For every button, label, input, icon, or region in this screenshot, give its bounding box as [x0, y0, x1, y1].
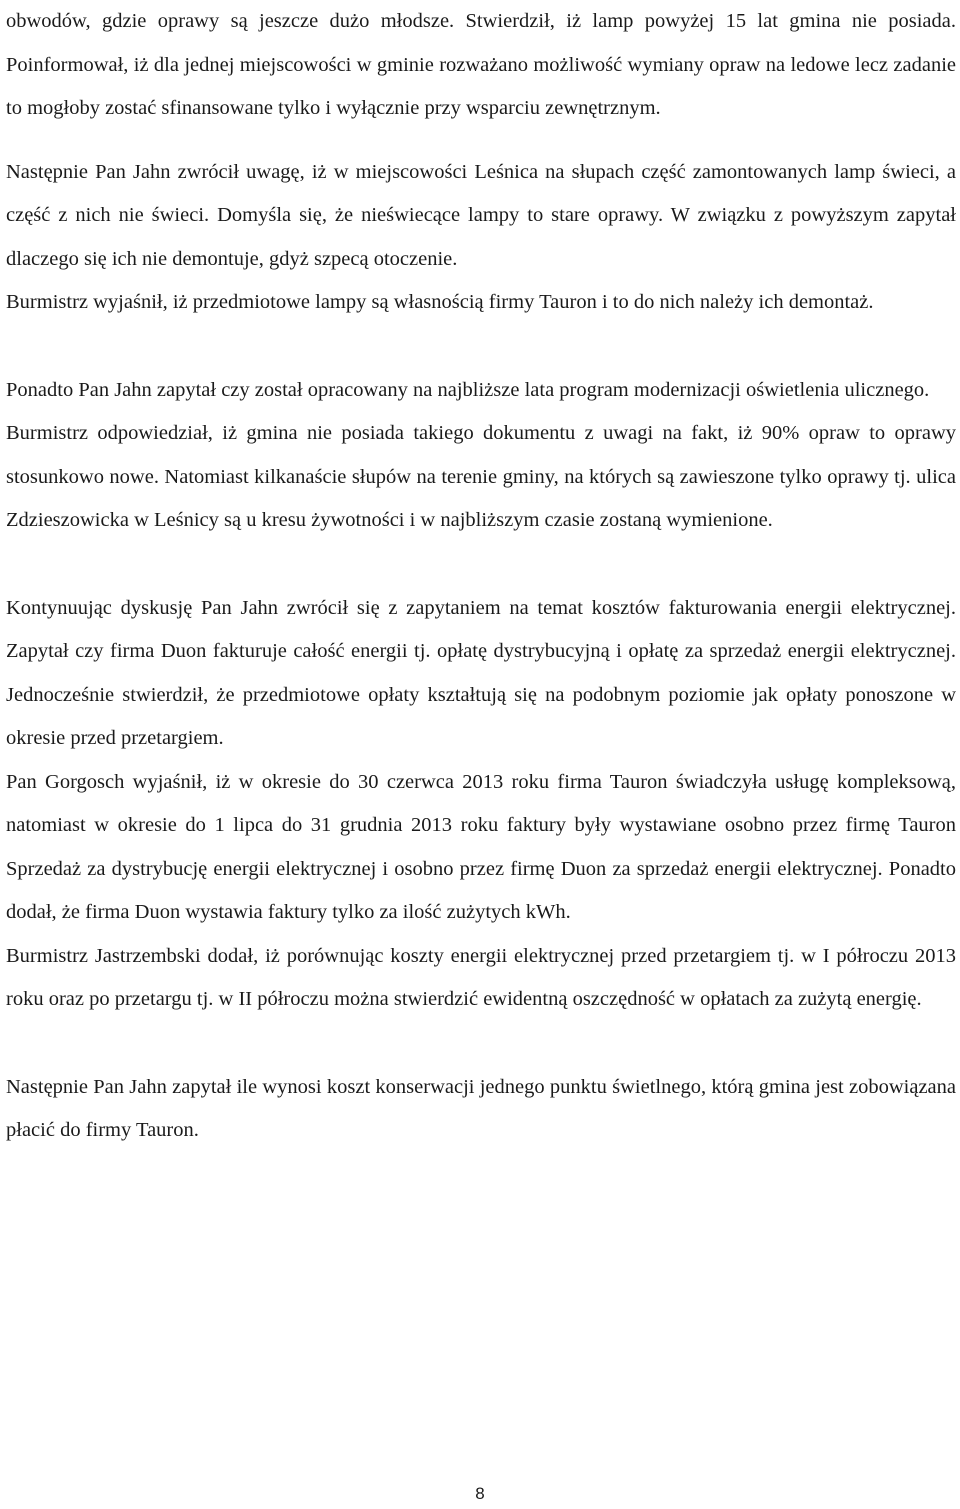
- paragraph-jahn-maintenance-cost: Następnie Pan Jahn zapytał ile wynosi koszt konserwacji jednego punktu świetlnego, którą gmina jest zobowiązana płacić do firmy Tauron.: [6, 1075, 956, 1141]
- paragraph-mayor-modernization-answer: Burmistrz odpowiedział, iż gmina nie posiada takiego dokumentu z uwagi na fakt, iż 90% opraw to oprawy stosunkowo nowe. Natomiast kilkanaście słupów na terenie gminy, na których są zawieszone tylko oprawy tj. ulica Zdzieszowicka w Leśnicy są u kresu żywotności i w najbliższym czasie zostaną wymienione.: [6, 422, 956, 531]
- paragraph-gorgosch-billing-explanation: Pan Gorgosch wyjaśnił, iż w okresie do 30 czerwca 2013 roku firma Tauron świadczyła usługę kompleksową, natomiast w okresie do 1 lipca do 31 grudnia 2013 roku faktury były wystawiane osobno przez firmę Tauron Sprzedaż za dystrybucję energii elektrycznej i osobno przez firmę Duon za sprzedaż energii elektrycznej. Ponadto dodał, że firma Duon wystawia faktury tylko za ilość zużytych kWh.: [6, 770, 956, 923]
- paragraph-mayor-tauron-ownership: Burmistrz wyjaśnił, iż przedmiotowe lampy są własnością firmy Tauron i to do nich należy ich demontaż.: [6, 291, 874, 313]
- page-number: 8: [475, 1484, 485, 1503]
- paragraph-jahn-modernization-question: Ponadto Pan Jahn zapytał czy został opracowany na najbliższe lata program modernizacji oświetlenia ulicznego.: [6, 378, 930, 401]
- paragraph-jahn-billing-question: Kontynuując dyskusję Pan Jahn zwrócił się z zapytaniem na temat kosztów fakturowania energii elektrycznej. Zapytał czy firma Duon fakturuje całość energii tj. opłatę dystrybucyjną i opłatę za sprzedaż energii elektrycznej. Jednocześnie stwierdził, że przedmiotowe opłaty kształtują się na podobnym poziomie jak opłaty ponoszone w okresie przed przetargiem.: [6, 596, 956, 749]
- paragraph-street-lighting-fixtures: obwodów, gdzie oprawy są jeszcze dużo młodsze. Stwierdził, iż lamp powyżej 15 lat gmina nie posiada. Poinformował, iż dla jednej miejscowości w gminie rozważano możliwość wymiany opraw na ledowe lecz zadanie to mogłoby zostać sfinansowane tylko i wyłącznie przy wsparciu zewnętrznym.: [6, 10, 956, 119]
- paragraph-jastrzembski-savings: Burmistrz Jastrzembski dodał, iż porównując koszty energii elektrycznej przed przetargiem tj. w I półroczu 2013 roku oraz po przetargu tj. w II półroczu można stwierdzić ewidentną oszczędność w opłatach za zużytą energię.: [6, 944, 956, 1010]
- document-page: [6, 0, 956, 1153]
- paragraph-jahn-lesnica-lamps: Następnie Pan Jahn zwrócił uwagę, iż w miejscowości Leśnica na słupach część zamontowanych lamp świeci, a część z nich nie świeci. Domyśla się, że nieświecące lampy to stare oprawy. W związku z powyższym zapytał dlaczego się ich nie demontuje, gdyż szpecą otoczenie.: [6, 160, 956, 270]
